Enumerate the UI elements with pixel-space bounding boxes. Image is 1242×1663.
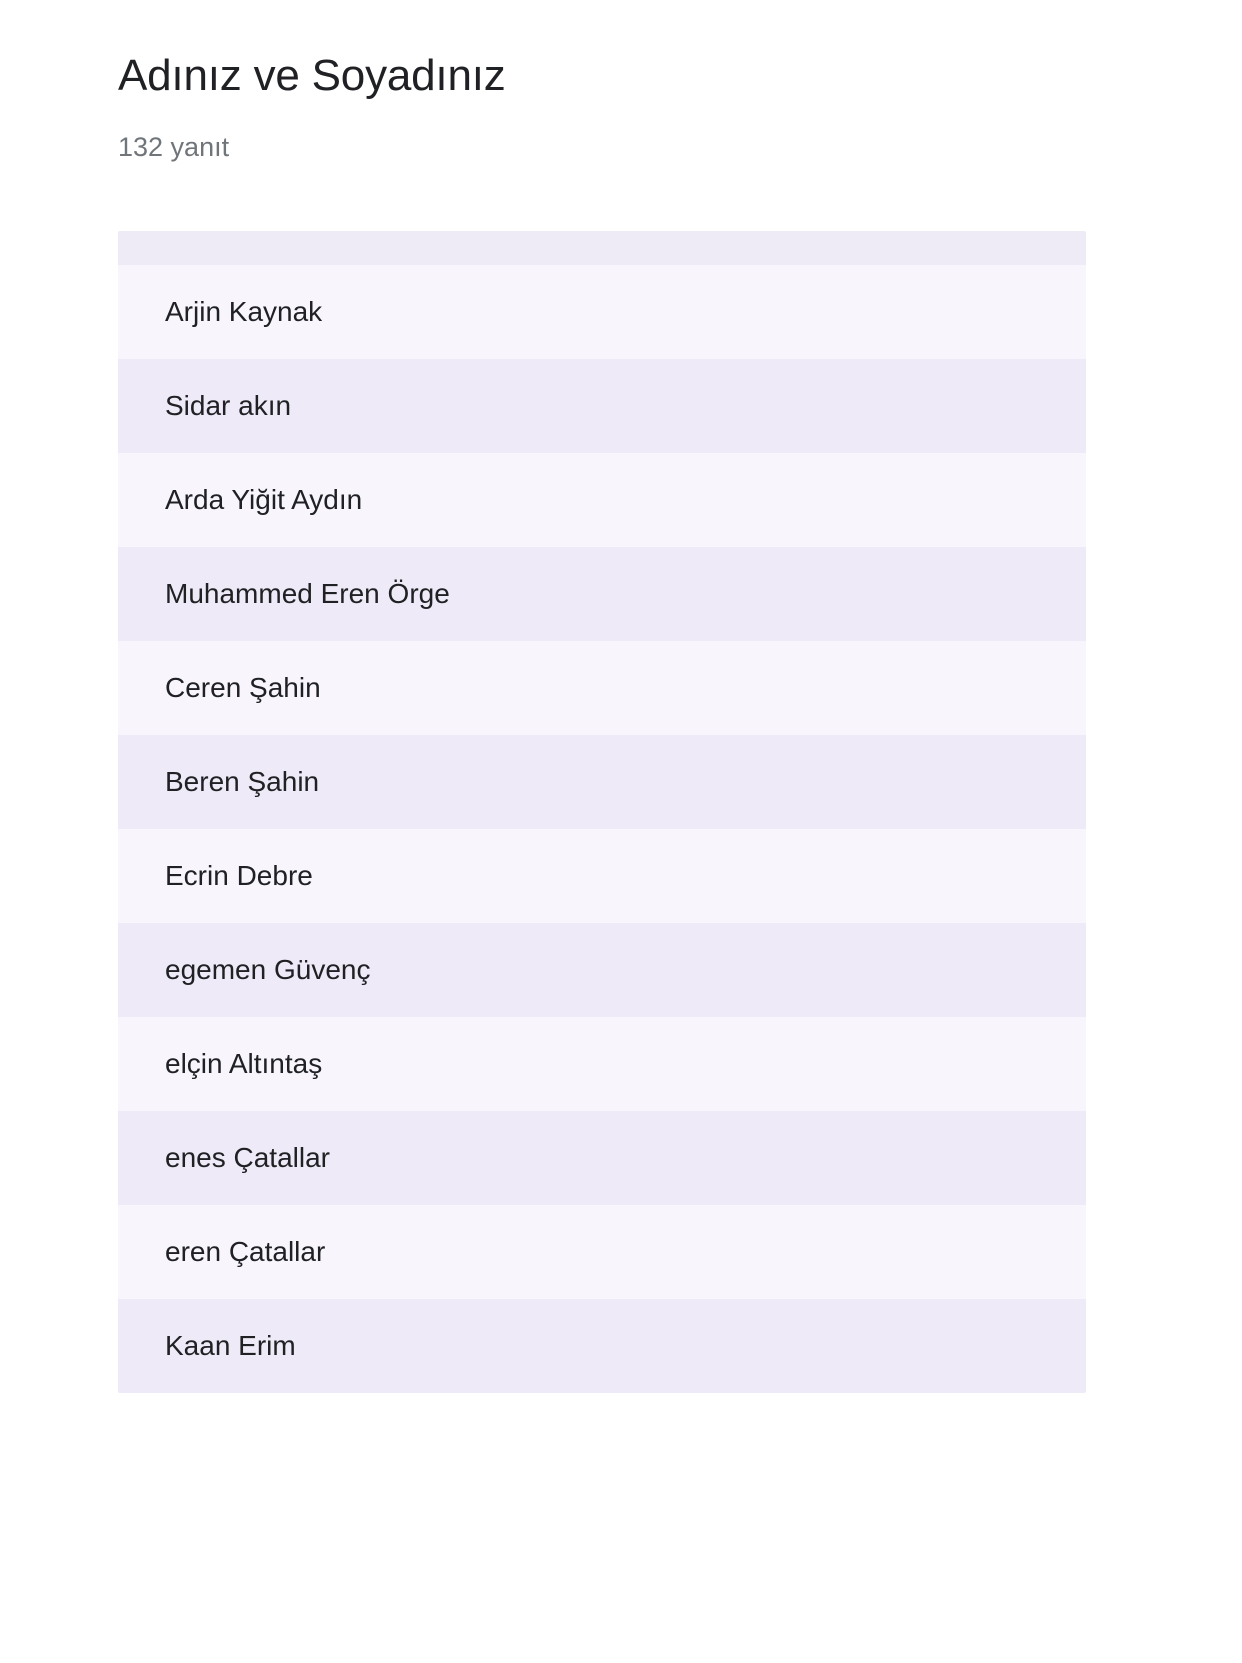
response-text: Ceren Şahin: [165, 672, 321, 704]
list-item: [118, 359, 1086, 453]
list-item: [118, 641, 1086, 735]
response-text: Arda Yiğit Aydın: [165, 484, 363, 516]
responses-list-header: [118, 231, 1086, 265]
response-text: Ecrin Debre: [165, 860, 313, 892]
response-text: Arjin Kaynak: [165, 296, 323, 328]
response-text: Muhammed Eren Örge: [165, 578, 450, 610]
response-text: Beren Şahin: [165, 766, 320, 798]
response-text: enes Çatallar: [165, 1142, 330, 1174]
response-text: egemen Güvenç: [165, 954, 371, 986]
list-item: [118, 923, 1086, 1017]
list-item: [118, 265, 1086, 359]
list-item: [118, 735, 1086, 829]
responses-list: [118, 231, 1086, 1393]
response-count-label: 132 yanıt: [118, 132, 230, 163]
response-text: eren Çatallar: [165, 1236, 326, 1268]
list-item: [118, 1017, 1086, 1111]
list-item: [118, 1205, 1086, 1299]
list-item: [118, 547, 1086, 641]
list-item: [118, 1299, 1086, 1393]
question-header: [0, 0, 1242, 165]
list-item: [118, 1111, 1086, 1205]
list-item: [118, 829, 1086, 923]
page-title: Adınız ve Soyadınız: [118, 51, 506, 100]
response-text: elçin Altıntaş: [165, 1048, 323, 1080]
list-item: [118, 453, 1086, 547]
response-text: Kaan Erim: [165, 1330, 296, 1362]
response-text: Sidar akın: [165, 390, 292, 422]
